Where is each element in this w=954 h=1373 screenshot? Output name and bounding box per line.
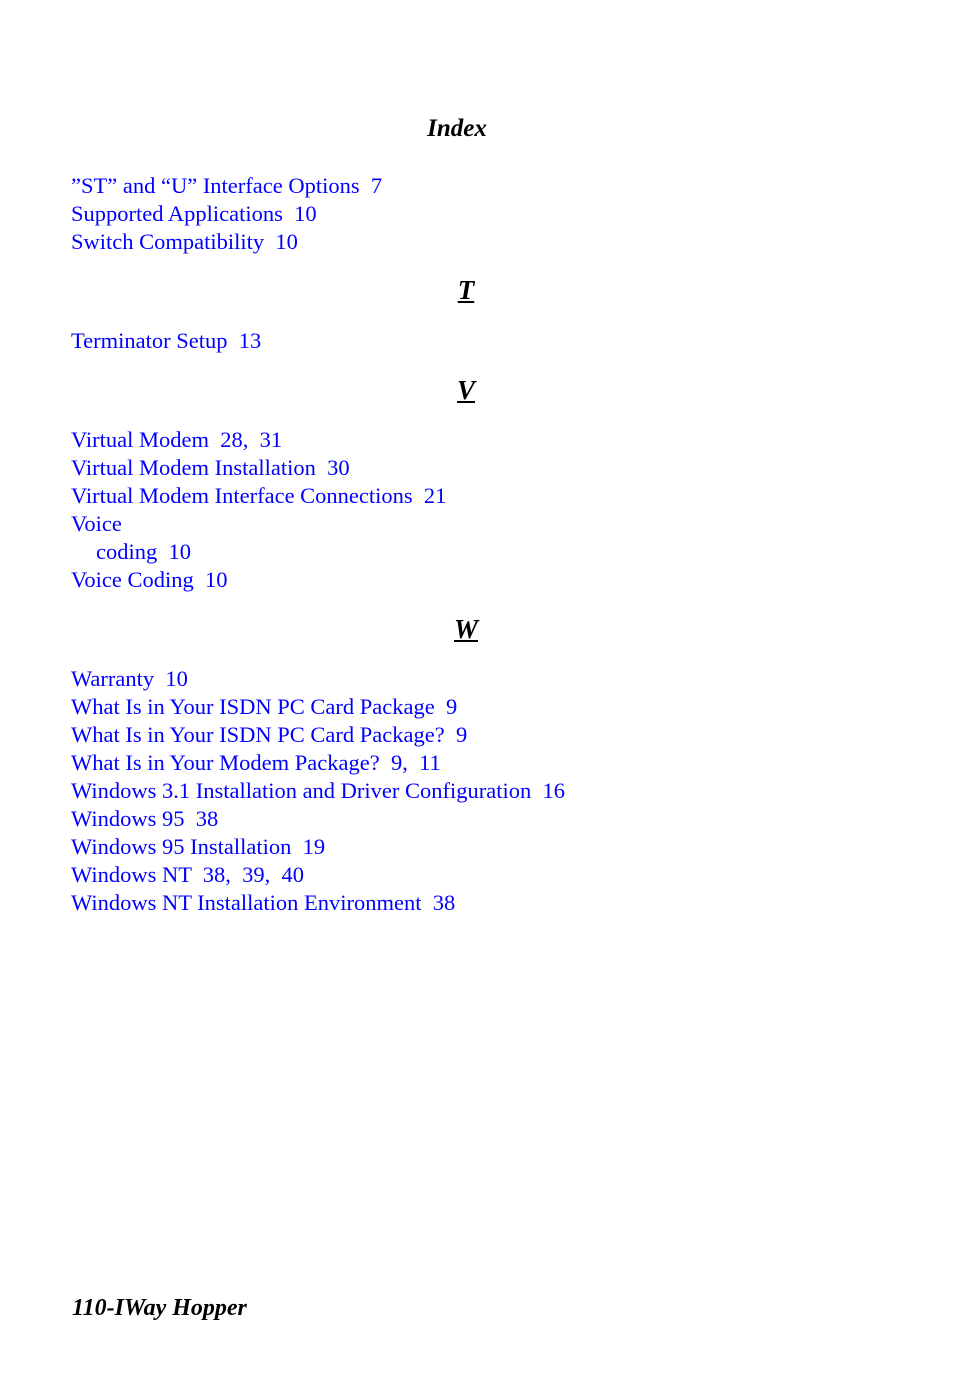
index-entry-windows-95-installation[interactable]: Windows 95 Installation 19 — [71, 834, 326, 859]
index-entry-modem-package[interactable]: What Is in Your Modem Package? 9, 11 — [71, 750, 441, 775]
index-entry-voice-coding[interactable]: Voice Coding 10 — [71, 567, 228, 592]
index-entry-voice[interactable]: Voice — [71, 511, 122, 536]
index-entry-terminator-setup[interactable]: Terminator Setup 13 — [71, 328, 262, 353]
index-entry-supported-applications[interactable]: Supported Applications 10 — [71, 201, 317, 226]
section-letter-w: W — [453, 614, 478, 644]
index-entry-windows-95[interactable]: Windows 95 38 — [71, 806, 219, 831]
index-entry-virtual-modem-installation[interactable]: Virtual Modem Installation 30 — [71, 455, 350, 480]
section-letter-v: V — [456, 375, 475, 405]
index-entry-warranty[interactable]: Warranty 10 — [71, 666, 188, 691]
index-entry-virtual-modem-interface-connections[interactable]: Virtual Modem Interface Connections 21 — [71, 483, 447, 508]
index-entry-st-u-interface-options[interactable]: ”ST” and “U” Interface Options 7 — [71, 173, 383, 198]
index-entry-switch-compatibility[interactable]: Switch Compatibility 10 — [71, 229, 298, 254]
page-footer: 110-IWay Hopper — [72, 1295, 247, 1321]
index-entry-virtual-modem[interactable]: Virtual Modem 28, 31 — [71, 427, 283, 452]
index-entry-isdn-pc-card-package[interactable]: What Is in Your ISDN PC Card Package 9 — [71, 694, 458, 719]
index-entry-windows-nt[interactable]: Windows NT 38, 39, 40 — [71, 862, 305, 887]
page-title: Index — [427, 115, 487, 142]
index-entry-isdn-pc-card-package-question[interactable]: What Is in Your ISDN PC Card Package? 9 — [71, 722, 468, 747]
section-letter-t: T — [457, 275, 475, 305]
index-entry-windows-nt-installation-environment[interactable]: Windows NT Installation Environment 38 — [71, 890, 456, 915]
index-entry-windows-31-installation[interactable]: Windows 3.1 Installation and Driver Configuration 16 — [71, 778, 566, 803]
index-subentry-voice-coding[interactable]: coding 10 — [96, 539, 191, 564]
